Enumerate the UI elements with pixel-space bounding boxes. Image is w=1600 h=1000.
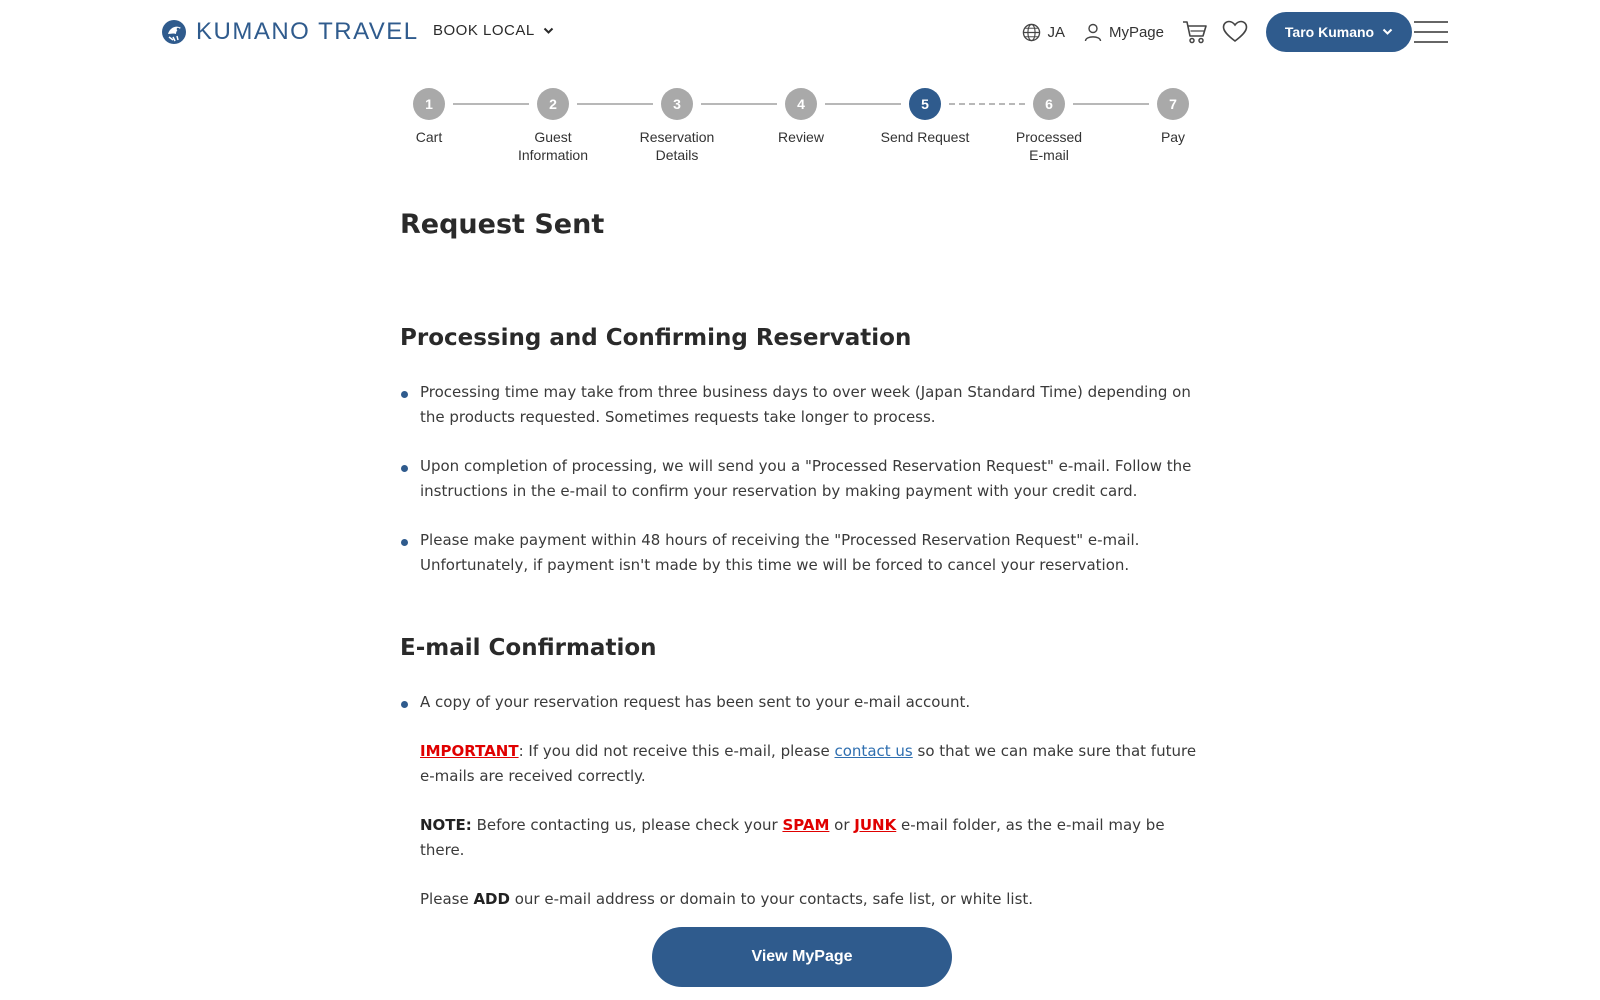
list-item: Please make payment within 48 hours of receiving the "Processed Reservation Request" e-mail. Unfortunately, if payment isn't made by this time we will be forced to cancel your reservation. <box>400 528 1200 578</box>
step-guest-information <box>493 88 613 164</box>
step-label: Review <box>778 129 824 145</box>
add-label: ADD <box>473 890 510 908</box>
processing-list <box>400 380 1200 578</box>
contact-us-link[interactable]: contact us <box>834 742 913 760</box>
email-list <box>400 690 1200 715</box>
note-or: or <box>829 816 855 834</box>
processing-section <box>400 320 1200 578</box>
email-confirmation-section <box>400 630 1200 912</box>
step-pay <box>1113 88 1233 146</box>
note-text-before: Before contacting us, please check your <box>471 816 783 834</box>
note-text-after: e-mail folder, as the e-mail may be there. <box>420 816 1165 859</box>
language-label: JA <box>1047 23 1065 41</box>
junk-label: JUNK <box>854 816 897 834</box>
step-cart <box>369 88 489 146</box>
progress-stepper <box>0 0 1600 180</box>
important-text-before: : If you did not receive this e-mail, please <box>518 742 835 760</box>
list-item: A copy of your reservation request has been sent to your e-mail account. <box>400 690 1200 715</box>
step-number: 3 <box>661 88 693 120</box>
note-notice <box>400 813 1200 863</box>
step-number: 6 <box>1033 88 1065 120</box>
step-number: 1 <box>413 88 445 120</box>
important-label: IMPORTANT <box>420 742 519 760</box>
email-section-title: E-mail Confirmation <box>400 635 657 661</box>
user-name: Taro Kumano <box>1284 24 1375 40</box>
step-number: 7 <box>1157 88 1189 120</box>
processing-section-title: Processing and Confirming Reservation <box>400 325 912 351</box>
step-processed-email <box>989 88 1109 164</box>
step-number: 4 <box>785 88 817 120</box>
page-title: Request Sent <box>400 209 605 240</box>
note-label: NOTE: <box>420 816 472 834</box>
view-mypage-button[interactable]: View MyPage <box>652 927 952 987</box>
add-after: our e-mail address or domain to your contacts, safe list, or white list. <box>509 890 1034 908</box>
step-label: Send Request <box>880 129 970 145</box>
step-number: 5 <box>909 88 941 120</box>
add-before: Please <box>420 890 474 908</box>
step-send-request <box>865 88 985 146</box>
main-content <box>400 200 1200 908</box>
step-number: 2 <box>537 88 569 120</box>
spam-label: SPAM <box>782 816 830 834</box>
add-notice <box>400 887 1200 912</box>
list-item: Processing time may take from three business days to over week (Japan Standard Time) depending on the products requested. Sometimes requests take longer to process. <box>400 380 1200 430</box>
step-label: Pay <box>1160 129 1186 145</box>
step-reservation-details <box>617 88 737 164</box>
mypage-label: MyPage <box>1108 23 1164 41</box>
list-item: Upon completion of processing, we will send you a "Processed Reservation Request" e-mail. Follow the instructions in the e-mail to confirm your reservation by making payment with your credit card. <box>400 454 1200 504</box>
book-local-label: BOOK LOCAL <box>433 22 535 39</box>
step-label: Reservation Details <box>639 129 715 163</box>
step-review <box>741 88 861 146</box>
important-notice <box>400 739 1200 789</box>
important-text-after: so that we can make sure that future e-mails are received correctly. <box>420 742 1197 785</box>
step-label: Processed E-mail <box>1015 129 1083 163</box>
step-label: Guest Information <box>517 129 589 163</box>
logo-text: KUMANO TRAVEL <box>196 18 419 45</box>
step-label: Cart <box>415 129 443 145</box>
